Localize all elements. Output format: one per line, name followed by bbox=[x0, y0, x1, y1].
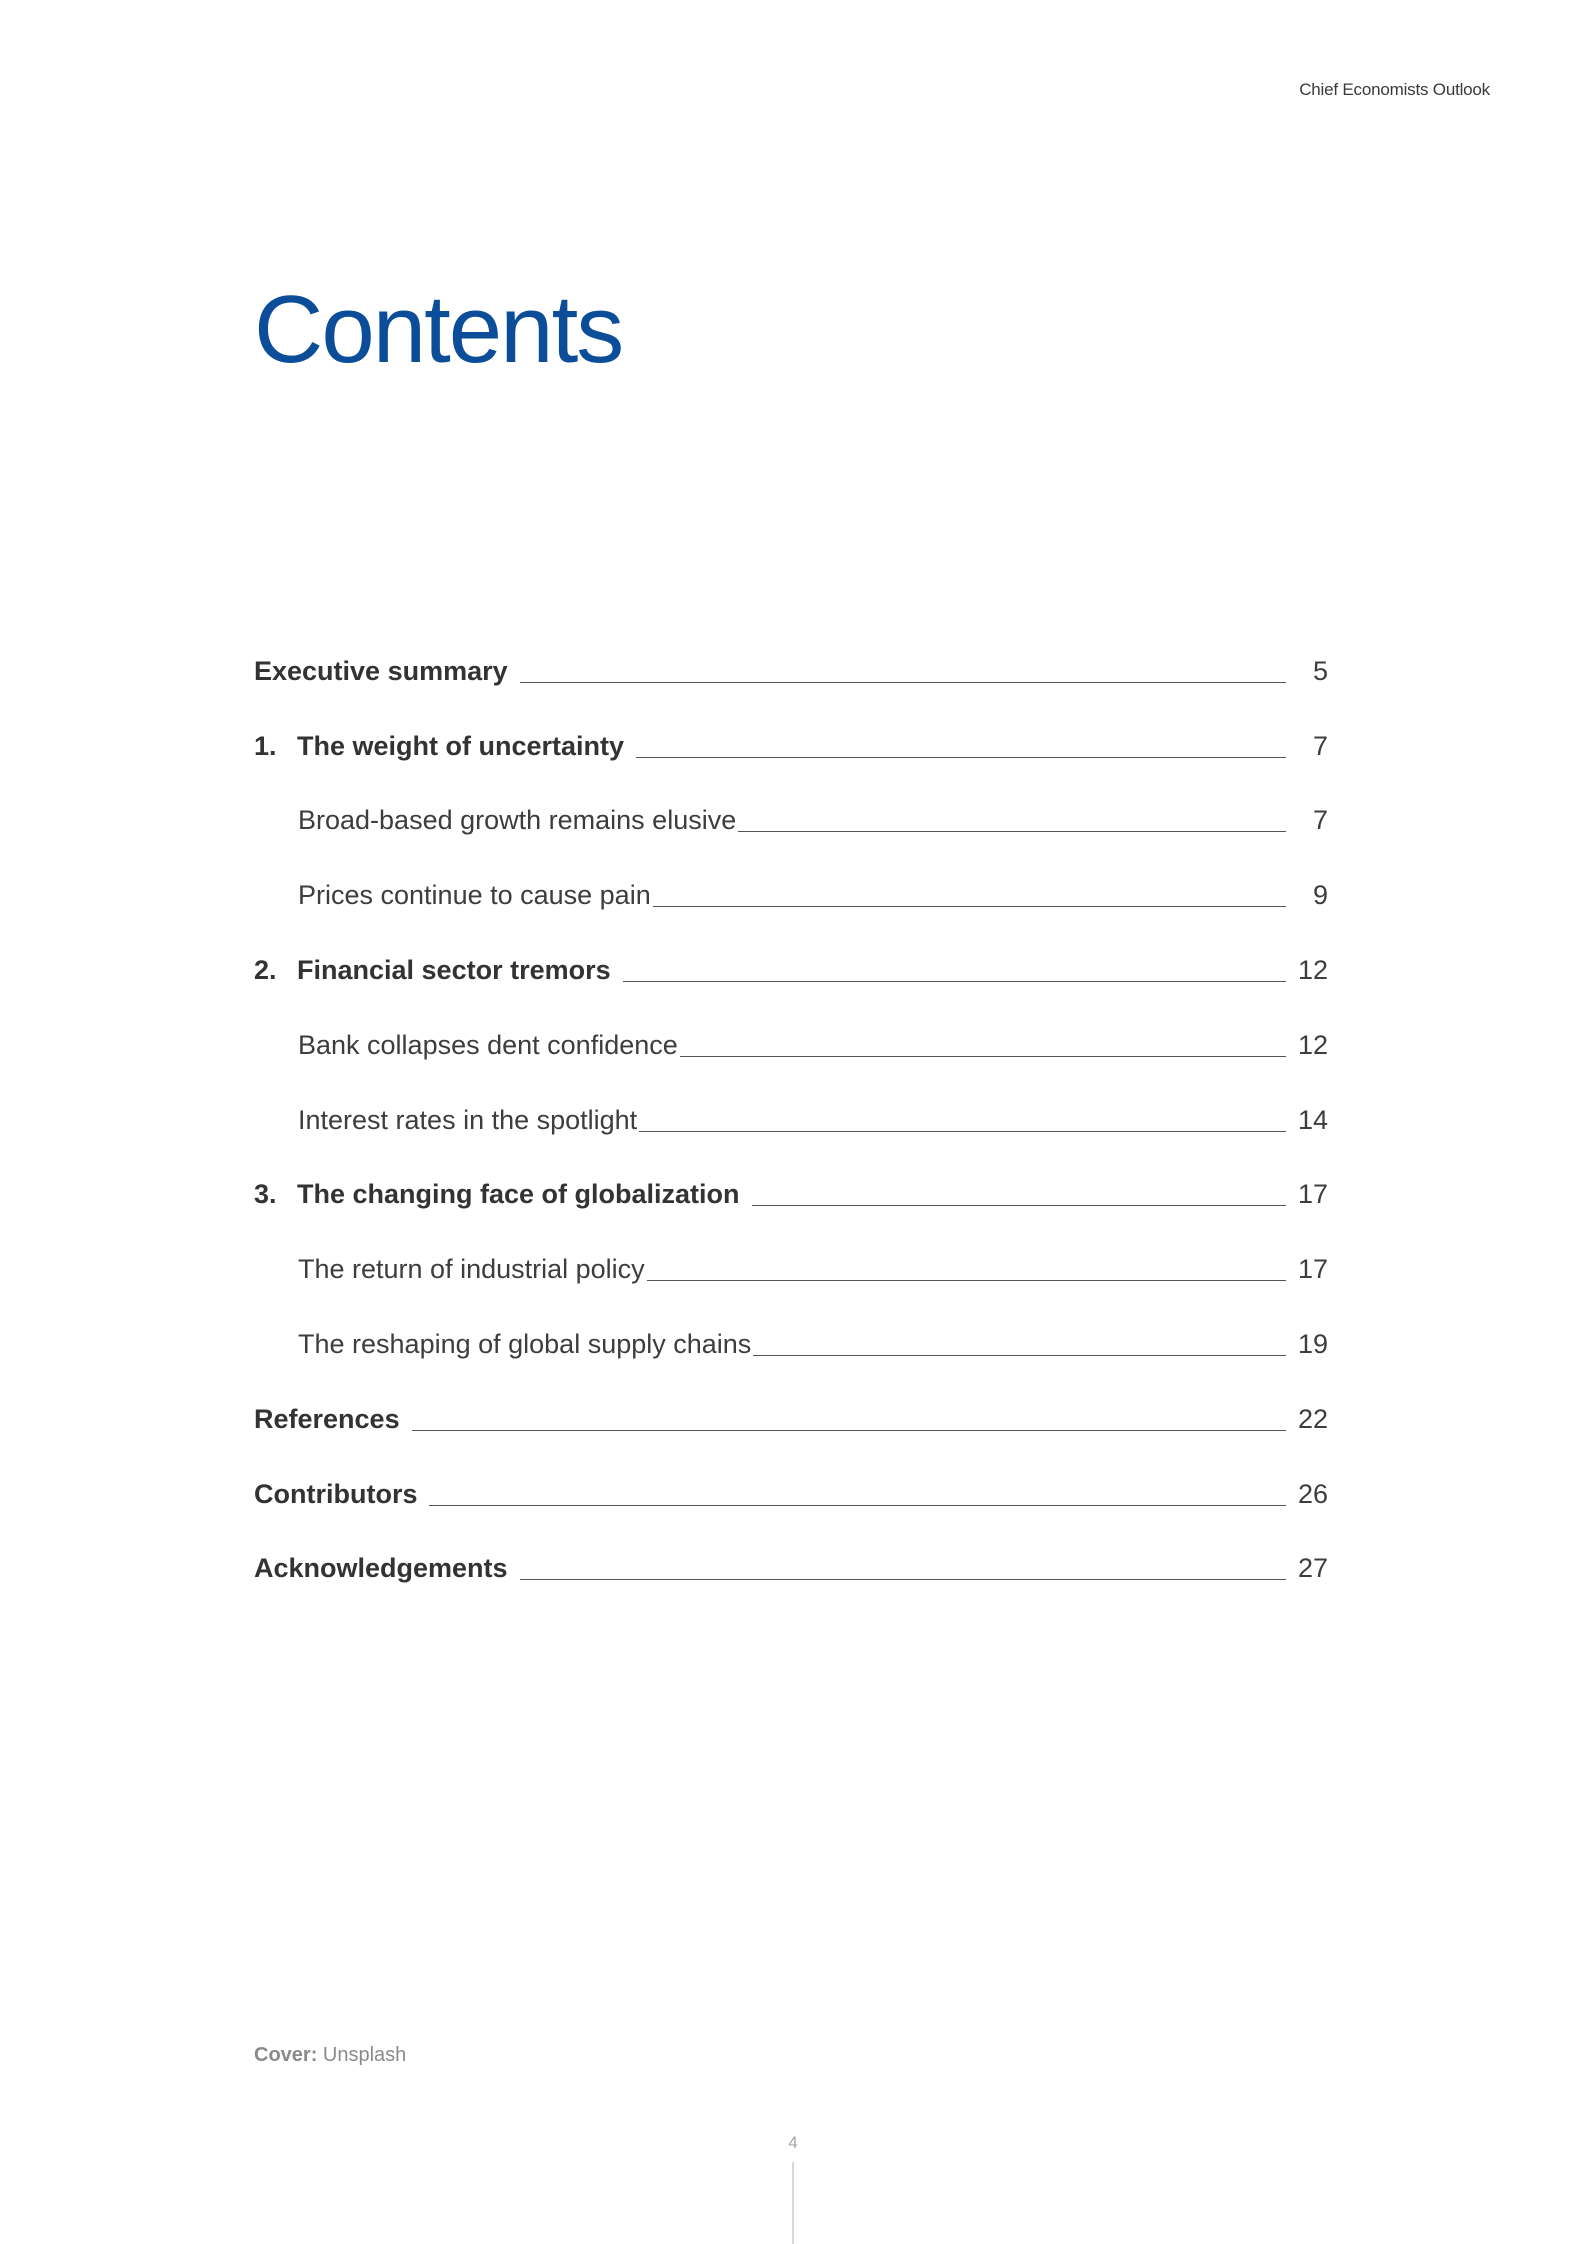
toc-entry-title: Interest rates in the spotlight bbox=[298, 1104, 638, 1135]
toc-entry-title: Contributors bbox=[254, 1478, 418, 1509]
cover-credit-label: Cover: bbox=[254, 2044, 318, 2066]
toc-entry-page: 17 bbox=[1297, 1179, 1328, 1210]
toc-leader-line bbox=[520, 681, 1286, 683]
toc-entry-number: 1. bbox=[254, 730, 277, 761]
cover-credit-value: Unsplash bbox=[322, 2044, 407, 2066]
toc-entry-row bbox=[254, 947, 1328, 1022]
toc-entry-title: The changing face of globalization bbox=[297, 1179, 740, 1210]
toc-entry-row bbox=[254, 872, 1328, 947]
toc-entry-title: Bank collapses dent confidence bbox=[298, 1029, 678, 1060]
toc-leader-line bbox=[429, 1504, 1285, 1506]
toc-entry-page: 22 bbox=[1297, 1403, 1328, 1434]
toc-entry-page: 5 bbox=[1312, 655, 1328, 686]
toc-entry-title: Acknowledgements bbox=[254, 1553, 508, 1584]
toc-entry[interactable] bbox=[254, 1246, 1328, 1321]
toc-leader-line bbox=[520, 1578, 1286, 1580]
table-of-contents bbox=[254, 648, 1328, 1620]
toc-entry[interactable] bbox=[254, 1546, 1328, 1621]
toc-leader-line bbox=[623, 980, 1286, 982]
toc-entry-row bbox=[254, 1396, 1328, 1471]
toc-entry-row bbox=[254, 798, 1328, 873]
toc-leader-line bbox=[653, 905, 1286, 907]
toc-entry[interactable] bbox=[254, 648, 1328, 723]
toc-entry-number: 2. bbox=[254, 954, 277, 985]
toc-leader-line bbox=[752, 1204, 1286, 1206]
toc-entry-page: 12 bbox=[1297, 1029, 1328, 1060]
toc-entry-title: The weight of uncertainty bbox=[297, 730, 625, 761]
toc-entry-title: Executive summary bbox=[254, 655, 508, 686]
toc-entry[interactable] bbox=[254, 1172, 1328, 1247]
footer-divider bbox=[792, 2162, 794, 2244]
toc-entry-page: 26 bbox=[1297, 1478, 1328, 1509]
cover-credit bbox=[254, 2044, 406, 2067]
toc-entry-row bbox=[254, 1321, 1328, 1396]
toc-entry-page: 27 bbox=[1297, 1553, 1328, 1584]
toc-entry-row bbox=[254, 723, 1328, 798]
toc-entry[interactable] bbox=[254, 723, 1328, 798]
toc-entry[interactable] bbox=[254, 1321, 1328, 1396]
toc-entry[interactable] bbox=[254, 1097, 1328, 1172]
toc-entry-page: 9 bbox=[1312, 880, 1328, 911]
toc-entry-page: 7 bbox=[1312, 805, 1328, 836]
toc-entry-row bbox=[254, 1471, 1328, 1546]
toc-leader-line bbox=[753, 1354, 1286, 1356]
page-title: Contents bbox=[254, 276, 623, 383]
toc-entry-title: The return of industrial policy bbox=[298, 1254, 645, 1285]
toc-leader-line bbox=[680, 1055, 1286, 1057]
toc-entry[interactable] bbox=[254, 1471, 1328, 1546]
toc-entry-page: 17 bbox=[1297, 1254, 1328, 1285]
running-header: Chief Economists Outlook bbox=[1299, 80, 1490, 99]
toc-leader-line bbox=[647, 1279, 1286, 1281]
toc-leader-line bbox=[636, 756, 1286, 758]
toc-entry-page: 12 bbox=[1297, 954, 1328, 985]
toc-leader-line bbox=[639, 1130, 1286, 1132]
toc-entry-title: Financial sector tremors bbox=[297, 954, 611, 985]
toc-leader-line bbox=[412, 1429, 1286, 1431]
toc-entry-page: 19 bbox=[1297, 1328, 1328, 1359]
toc-entry-row bbox=[254, 648, 1328, 723]
toc-entry-row bbox=[254, 1172, 1328, 1247]
toc-entry-row bbox=[254, 1246, 1328, 1321]
toc-leader-line bbox=[738, 830, 1286, 832]
toc-entry-title: The reshaping of global supply chains bbox=[298, 1328, 752, 1359]
toc-entry-title: References bbox=[254, 1403, 400, 1434]
toc-entry[interactable] bbox=[254, 1396, 1328, 1471]
toc-entry-page: 14 bbox=[1297, 1104, 1328, 1135]
toc-entry-row bbox=[254, 1546, 1328, 1621]
toc-entry[interactable] bbox=[254, 947, 1328, 1022]
toc-entry-number: 3. bbox=[254, 1179, 277, 1210]
toc-entry[interactable] bbox=[254, 1022, 1328, 1097]
toc-entry[interactable] bbox=[254, 872, 1328, 947]
toc-entry[interactable] bbox=[254, 798, 1328, 873]
page-number: 4 bbox=[788, 2133, 798, 2152]
toc-entry-title: Prices continue to cause pain bbox=[298, 880, 651, 911]
toc-entry-row bbox=[254, 1097, 1328, 1172]
toc-entry-page: 7 bbox=[1312, 730, 1328, 761]
toc-entry-title: Broad-based growth remains elusive bbox=[298, 805, 737, 836]
toc-entry-row bbox=[254, 1022, 1328, 1097]
